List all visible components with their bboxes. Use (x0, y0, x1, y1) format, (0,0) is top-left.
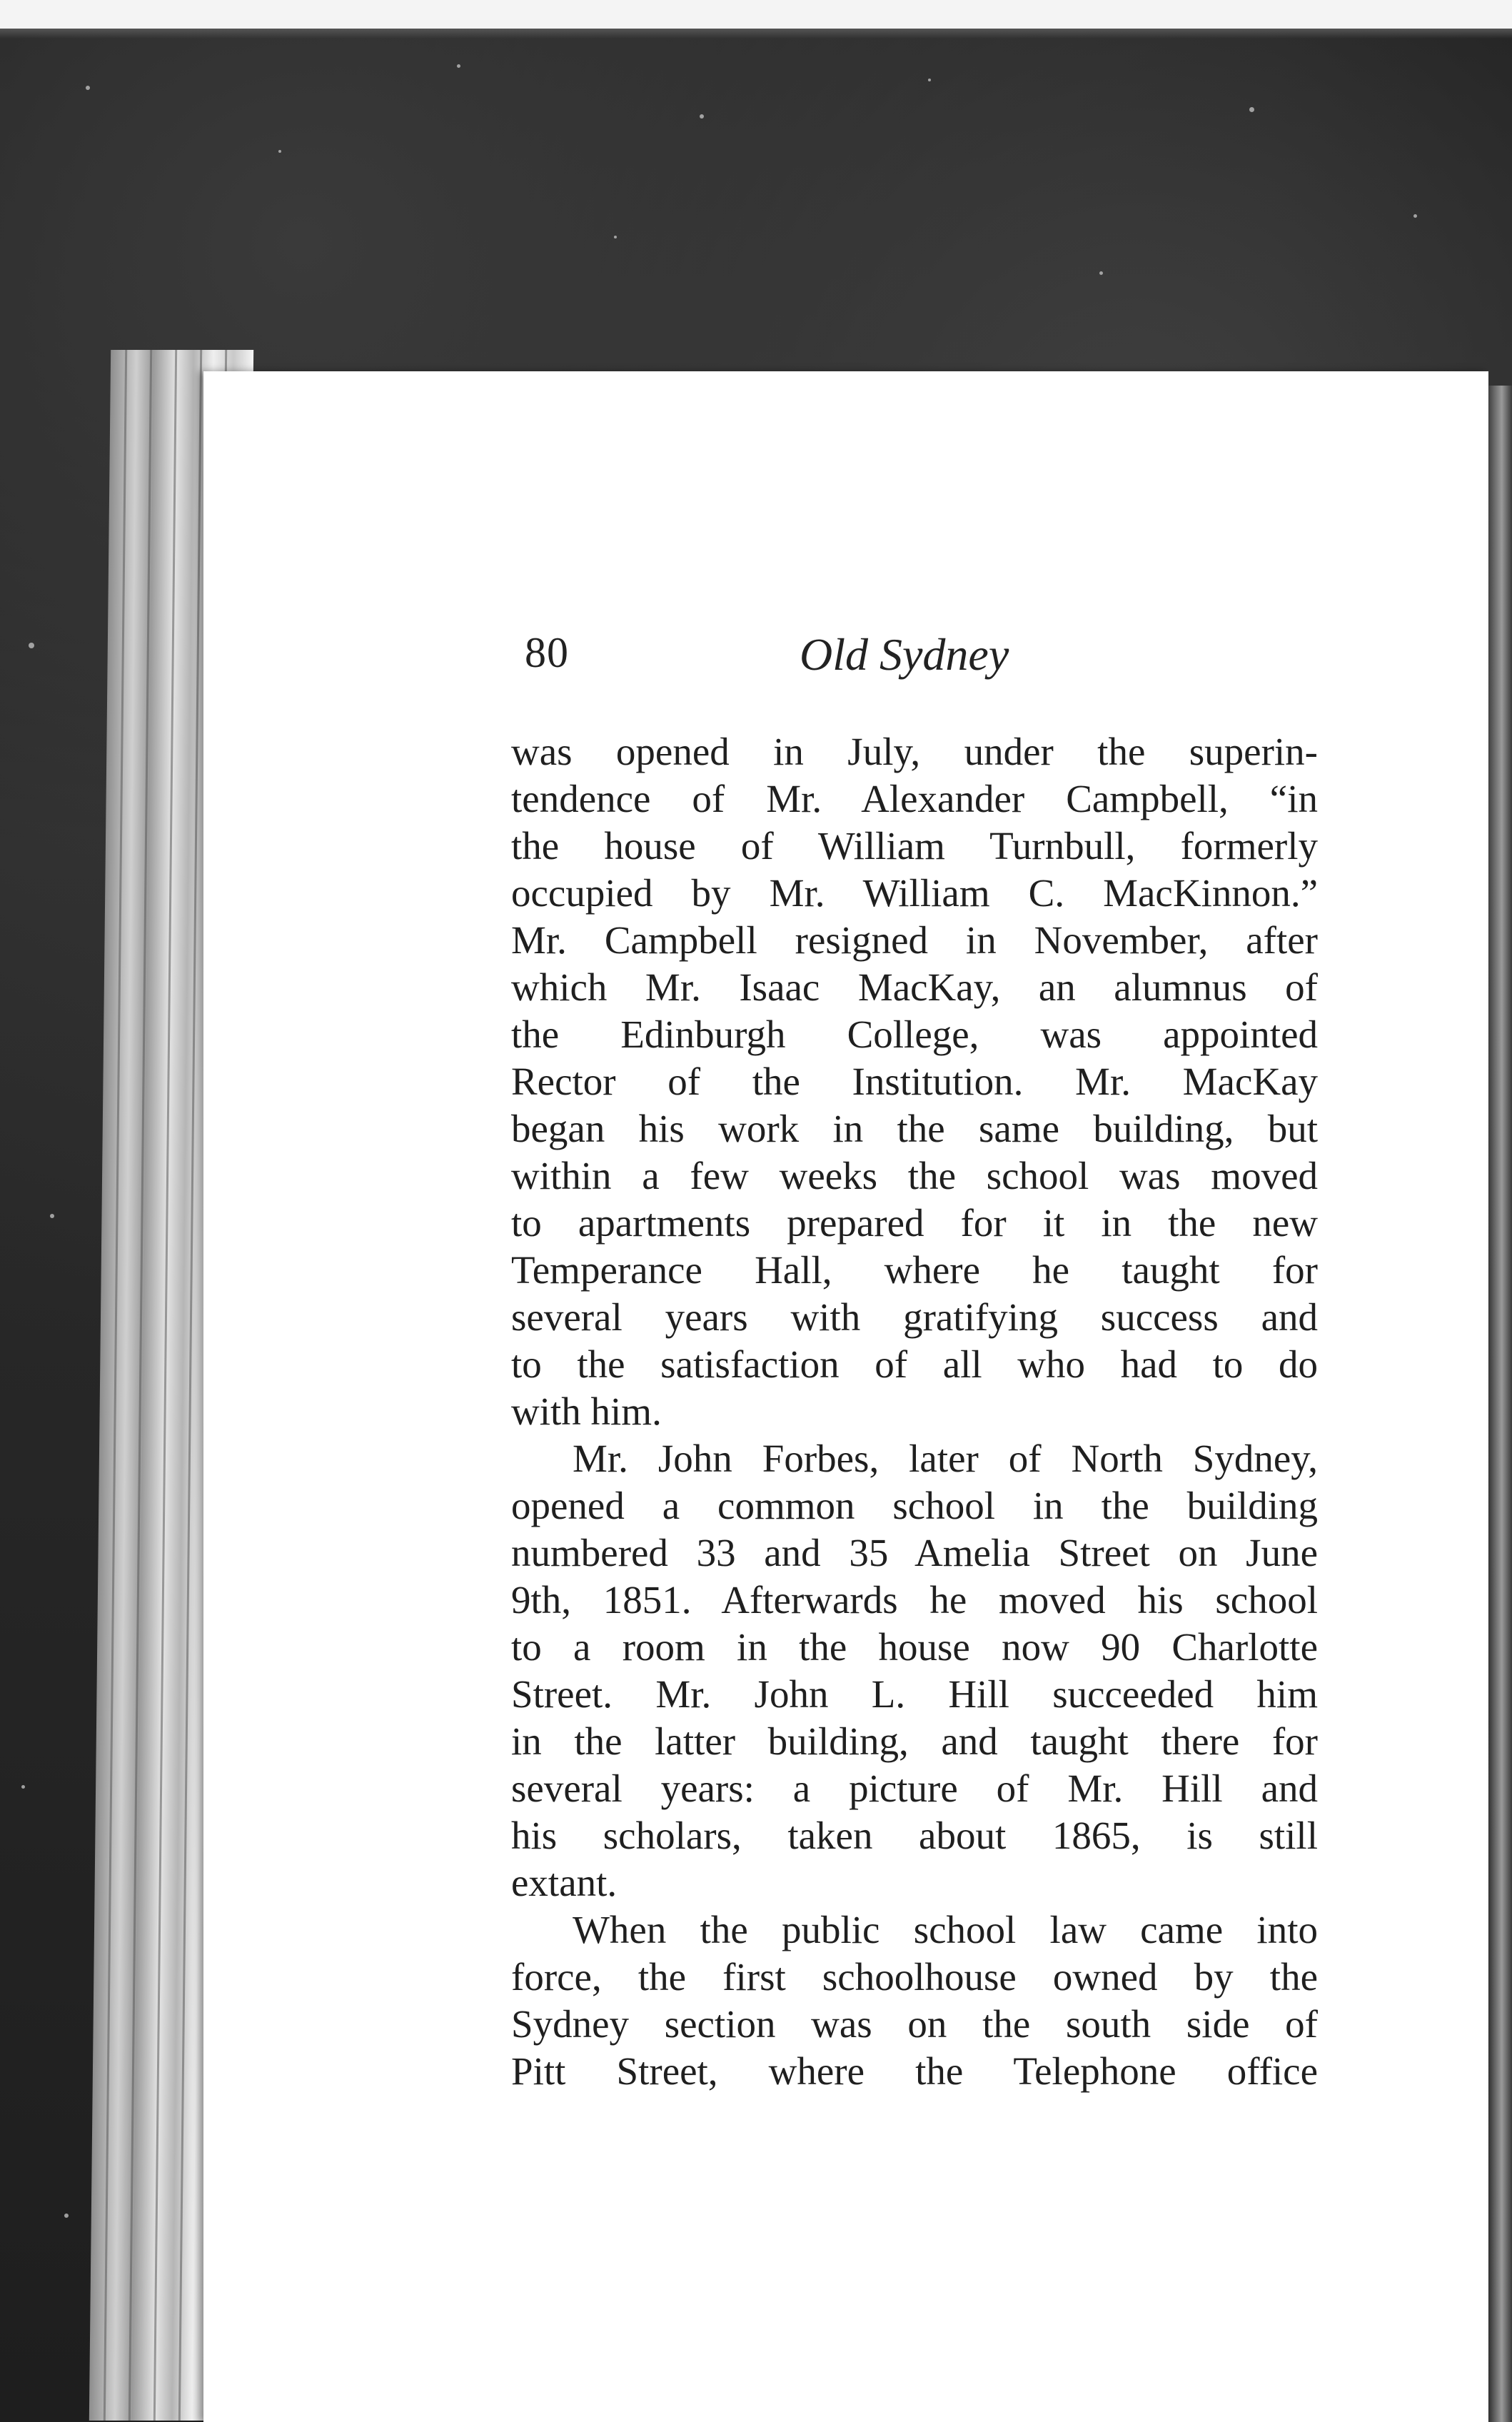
text-line: his scholars, taken about 1865, is still (511, 1814, 1318, 1857)
text-line: in the latter building, and taught there for (511, 1719, 1318, 1763)
text-line: the house of William Turnbull, formerly (511, 824, 1318, 868)
text-line: which Mr. Isaac MacKay, an alumnus of (511, 965, 1318, 1009)
text-line: several years with gratifying success and (511, 1295, 1318, 1339)
scan-top-edge (0, 29, 1512, 39)
text-line: with him. (511, 1390, 662, 1433)
page-edge-line (153, 350, 177, 2421)
text-line: began his work in the same building, but (511, 1107, 1318, 1150)
text-line: When the public school law came into (573, 1908, 1318, 1951)
text-line: Street. Mr. John L. Hill succeeded him (511, 1672, 1318, 1716)
text-line: within a few weeks the school was moved (511, 1154, 1318, 1197)
page-edge-line (128, 350, 152, 2421)
dust-speck (1249, 107, 1254, 112)
text-line: the Edinburgh College, was appointed (511, 1012, 1318, 1056)
dust-speck (700, 114, 704, 119)
dust-speck (1413, 214, 1417, 218)
running-head (525, 628, 1317, 693)
text-line: tendence of Mr. Alexander Campbell, “in (511, 777, 1318, 820)
body-text (511, 728, 1318, 2095)
text-line: extant. (511, 1861, 618, 1904)
text-line: occupied by Mr. William C. MacKinnon.” (511, 871, 1318, 915)
text-line: force, the first schoolhouse owned by the (511, 1955, 1318, 1999)
text-line: numbered 33 and 35 Amelia Street on June (511, 1531, 1318, 1574)
dust-speck (64, 2214, 69, 2218)
paragraph-2 (511, 1435, 1318, 1906)
page-number: 80 (525, 629, 569, 676)
dust-speck (86, 86, 90, 90)
dust-speck (928, 79, 931, 81)
dust-speck (1099, 271, 1103, 275)
dust-speck (29, 643, 34, 648)
page-edge-line (104, 350, 127, 2421)
dust-speck (457, 64, 460, 68)
text-line: several years: a picture of Mr. Hill and (511, 1767, 1318, 1810)
paragraph-1 (511, 728, 1318, 1435)
running-title: Old Sydney (800, 629, 1009, 680)
text-line: to apartments prepared for it in the new (511, 1201, 1318, 1245)
dust-speck (614, 236, 617, 238)
text-line: was opened in July, under the superin- (511, 730, 1318, 773)
text-line: to the satisfaction of all who had to do (511, 1342, 1318, 1386)
text-line: Sydney section was on the south side of (511, 2002, 1318, 2046)
dust-speck (50, 1214, 54, 1218)
text-line: 9th, 1851. Afterwards he moved his school (511, 1578, 1318, 1622)
dust-speck (21, 1785, 25, 1789)
scan-top-margin (0, 0, 1512, 29)
text-line: Temperance Hall, where he taught for (511, 1248, 1318, 1292)
text-line: Mr. John Forbes, later of North Sydney, (573, 1437, 1318, 1480)
paragraph-3 (511, 1906, 1318, 2095)
text-line: opened a common school in the building (511, 1484, 1318, 1527)
dust-speck (278, 150, 281, 153)
text-line: Pitt Street, where the Telephone office (511, 2049, 1318, 2093)
text-line: Mr. Campbell resigned in November, after (511, 918, 1318, 962)
page-gutter-shadow (1486, 386, 1512, 2422)
text-line: to a room in the house now 90 Charlotte (511, 1625, 1318, 1669)
page-edge-line (178, 350, 202, 2421)
text-line: Rector of the Institution. Mr. MacKay (511, 1060, 1318, 1103)
